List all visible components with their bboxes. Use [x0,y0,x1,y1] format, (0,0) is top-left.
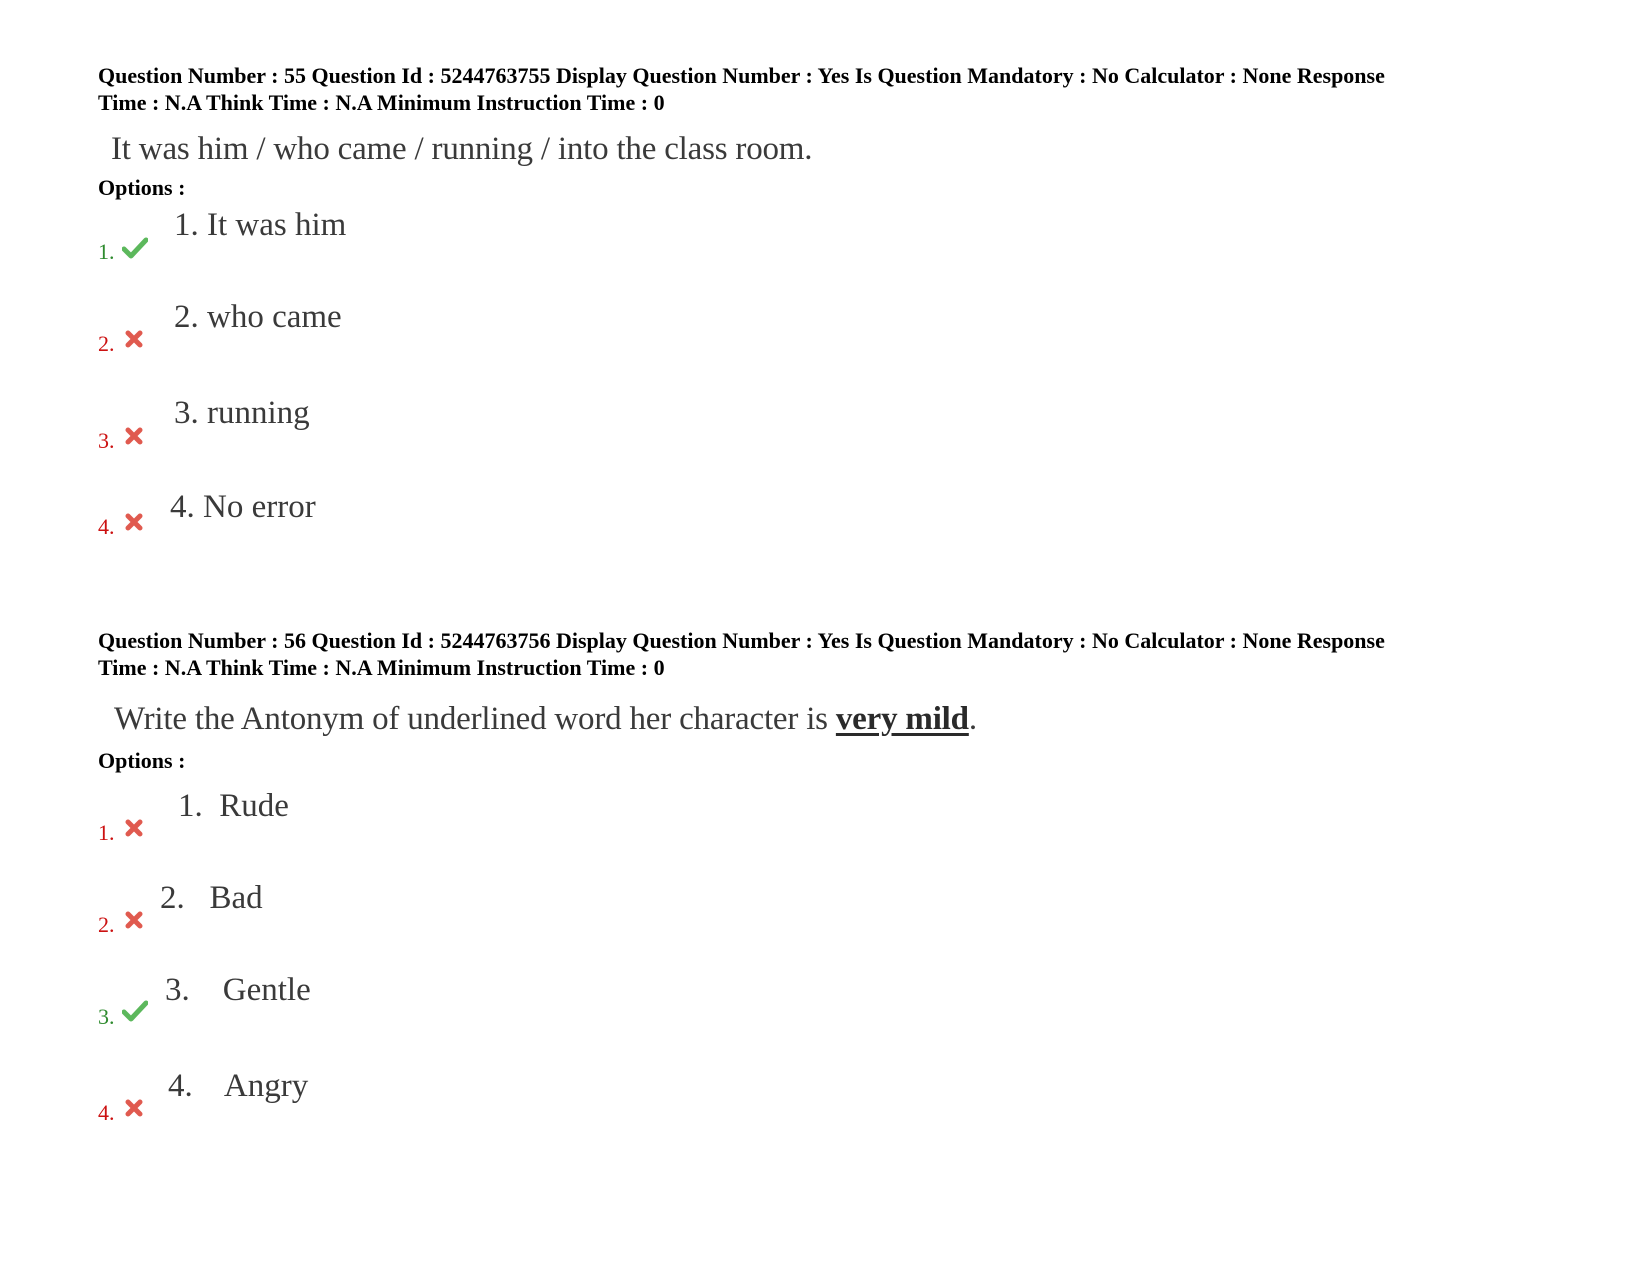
option-text: 2. Bad [160,880,263,916]
option-text: 4. Angry [168,1068,309,1104]
question-56 [98,627,1598,1125]
question-stem-text: Write the Antonym of underlined word her character is [114,701,836,737]
option-number: 2. [98,331,115,356]
option-number: 3. [98,1004,115,1029]
cross-icon [122,426,148,448]
check-icon [122,1000,148,1022]
option-text: 4. No error [170,489,316,525]
question-55 [98,62,1598,539]
question-meta-line-2: Time : N.A Think Time : N.A Minimum Instruction Time : 0 [98,90,665,115]
option-text: 3. running [174,395,310,431]
option-number: 1. [98,820,115,845]
check-icon [122,237,148,259]
question-stem: It was him / who came / running / into the class room. [111,131,813,167]
option-text: 2. who came [174,299,342,335]
option-number: 3. [98,428,115,453]
option-number: 4. [98,514,115,539]
question-meta-line-2: Time : N.A Think Time : N.A Minimum Instruction Time : 0 [98,655,665,680]
cross-icon [122,329,148,351]
underlined-word: very mild [835,701,969,737]
question-meta-line-1: Question Number : 56 Question Id : 5244763756 Display Question Number : Yes Is Question Mandatory : No Calculator : None Response [98,628,1385,653]
options-label: Options : [98,175,186,200]
option-number: 1. [98,239,115,264]
cross-icon [122,1098,148,1120]
question-meta-line-1: Question Number : 55 Question Id : 5244763755 Display Question Number : Yes Is Question Mandatory : No Calculator : None Response [98,63,1385,88]
option-text: 1. Rude [178,788,289,824]
cross-icon [122,512,148,534]
option-number: 2. [98,912,115,937]
options-label: Options : [98,748,186,773]
question-stem-suffix: . [968,701,977,737]
option-text: 1. It was him [174,207,347,243]
cross-icon [122,818,148,840]
cross-icon [122,910,148,932]
question-stem [114,699,1598,739]
option-text: 3. Gentle [165,972,311,1008]
option-number: 4. [98,1100,115,1125]
